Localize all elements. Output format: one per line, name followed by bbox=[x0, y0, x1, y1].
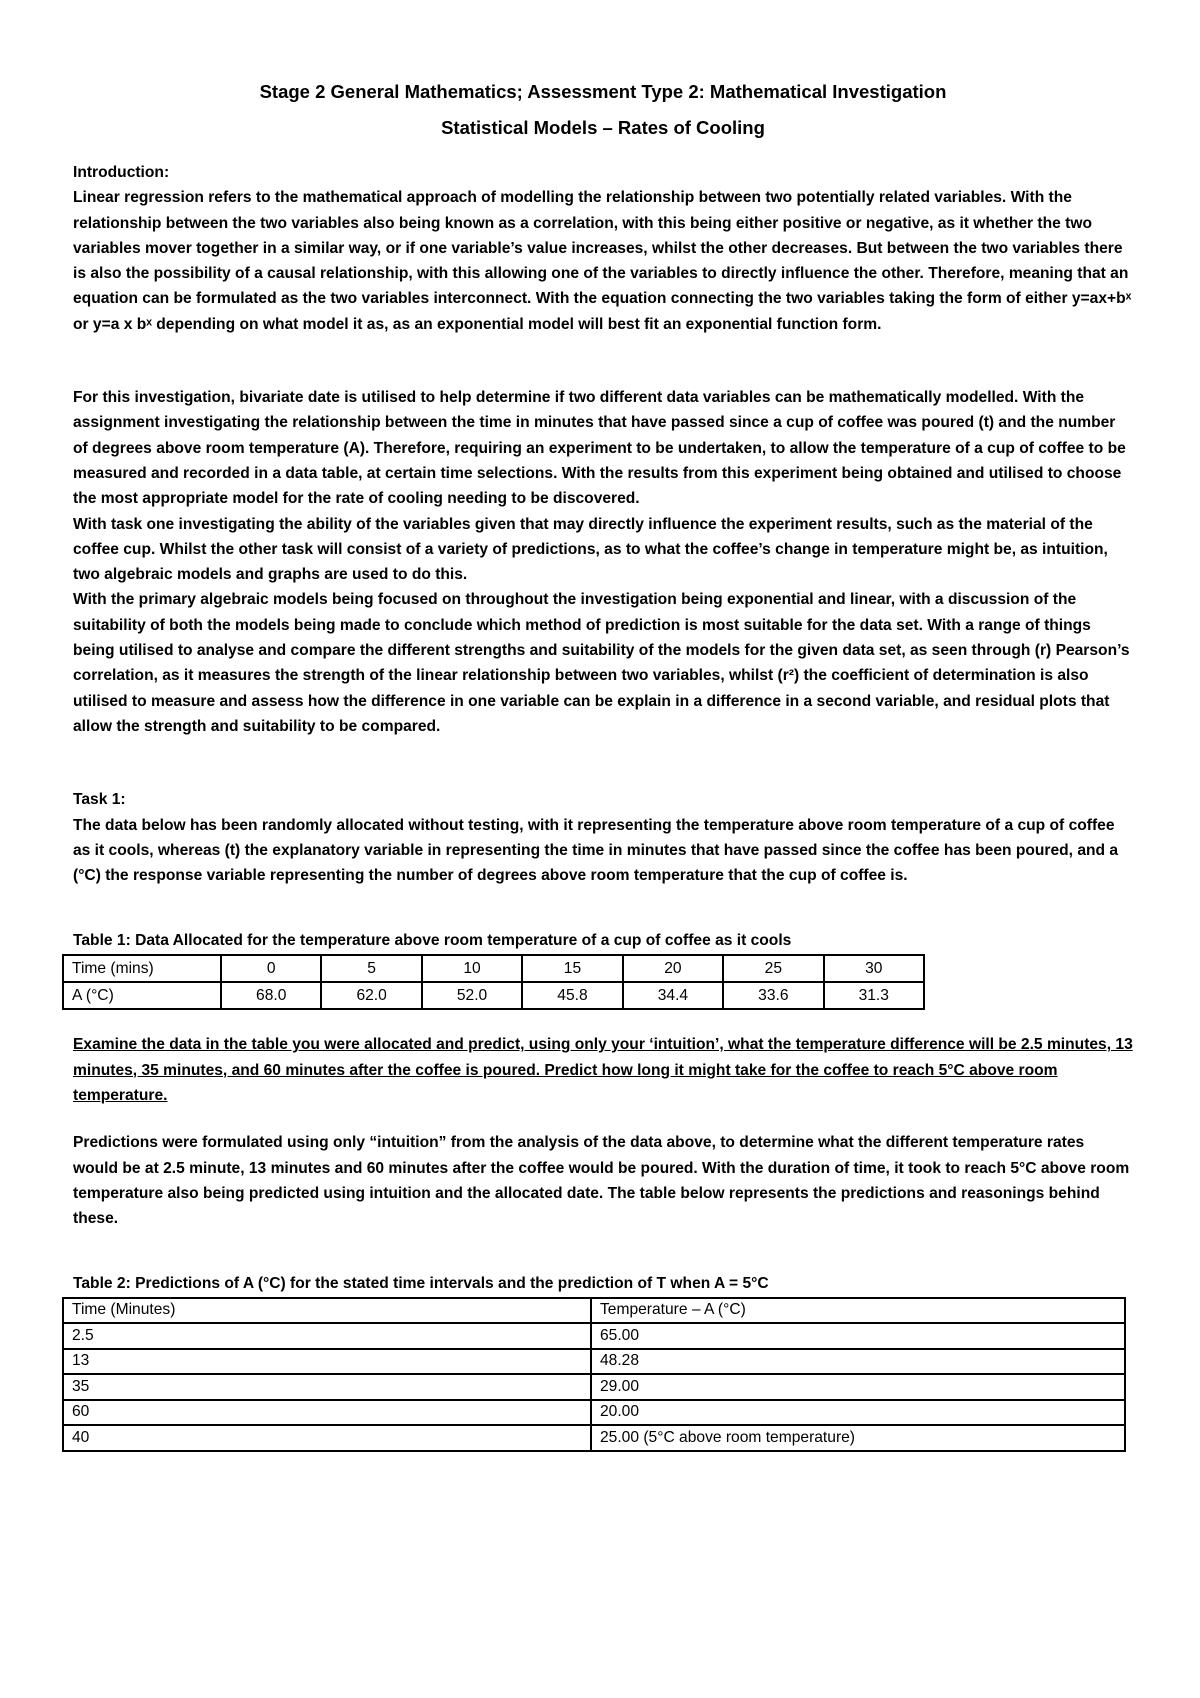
task1-heading: Task 1: bbox=[73, 791, 126, 809]
table-cell: 0 bbox=[221, 955, 321, 982]
table-cell: 29.00 bbox=[591, 1374, 1125, 1400]
table-cell: 30 bbox=[824, 955, 924, 982]
table-row bbox=[63, 982, 924, 1009]
table-cell: 68.0 bbox=[221, 982, 321, 1009]
table-row bbox=[63, 955, 924, 982]
table-cell: 31.3 bbox=[824, 982, 924, 1009]
table-cell: Time (mins) bbox=[63, 955, 221, 982]
introduction-paragraph-2: For this investigation, bivariate date is utilised to help determine if two different data variables can be mathematically modelled. With the assignment investigating the relationship between the time in minutes that have passed since a cup of coffee was poured (t) and the number of degrees above room temperature (A). Therefore, requiring an experiment to be undertaken, to allow the temperature of a cup of coffee to be measured and recorded in a data table, at certain time selections. With the results from this experiment being obtained and utilised to choose the most appropriate model for the rate of cooling needing to be discovered. bbox=[73, 389, 1126, 508]
table-row bbox=[63, 1349, 1125, 1375]
introduction-paragraph-4: With the primary algebraic models being focused on throughout the investigation being exponential and linear, with a discussion of the suitability of both the models being made to conclude which method of prediction is most suitable for the data set. With a range of things being utilised to analyse and compare the different strengths and suitability of the models for the given data set, as seen through (r) Pearson’s correlation, as it measures the strength of the linear relationship between two variables, whilst (r²) the coefficient of determination is also utilised to measure and assess how the difference in one variable can be explain in a difference in a second variable, and residual plots that allow the strength and suitability to be compared. bbox=[73, 591, 1130, 735]
table-cell: 20 bbox=[623, 955, 723, 982]
table2-caption: Table 2: Predictions of A (°C) for the stated time intervals and the prediction of T when A = 5°C bbox=[73, 1275, 769, 1293]
task1-paragraph: The data below has been randomly allocated without testing, with it representing the temperature above room temperature of a cup of coffee as it cools, whereas (t) the explanatory variable in representing the time in minutes that have passed since the coffee has been poured, and a (°C) the response variable representing the number of degrees above room temperature that the cup of coffee is. bbox=[73, 816, 1119, 885]
table2 bbox=[62, 1297, 1126, 1452]
table-header-cell: Temperature – A (°C) bbox=[591, 1298, 1125, 1324]
table-cell: 48.28 bbox=[591, 1349, 1125, 1375]
table-cell: 34.4 bbox=[623, 982, 723, 1009]
table-cell: 15 bbox=[522, 955, 622, 982]
table-cell: A (°C) bbox=[63, 982, 221, 1009]
table-cell: 65.00 bbox=[591, 1323, 1125, 1349]
document-title: Stage 2 General Mathematics; Assessment Type 2: Mathematical Investigation bbox=[259, 81, 947, 102]
table-row bbox=[63, 1298, 1125, 1324]
table-row bbox=[63, 1323, 1125, 1349]
introduction-heading: Introduction: bbox=[73, 164, 170, 181]
table-cell: 60 bbox=[63, 1400, 591, 1426]
introduction-paragraph-3: With task one investigating the ability of the variables given that may directly influence the experiment results, such as the material of the coffee cup. Whilst the other task will consist of a variety of predictions, as to what the coffee’s change in temperature might be, as intuition, two algebraic models and graphs are used to do this. bbox=[73, 515, 1108, 584]
table-cell: 10 bbox=[422, 955, 522, 982]
table-row bbox=[63, 1400, 1125, 1426]
table-row bbox=[63, 1425, 1125, 1451]
table-header-cell: Time (Minutes) bbox=[63, 1298, 591, 1324]
introduction-paragraph-1: Linear regression refers to the mathematical approach of modelling the relationship between two potentially related variables. With the relationship between the two variables also being known as a correlation, with this being either positive or negative, as it whether the two variables mover together in a similar way, or if one variable’s value increases, whilst the other decreases. But between the two variables there is also the possibility of a causal relationship, with this allowing one of the variables to directly influence the other. Therefore, meaning that an equation can be formulated as the two variables interconnect. With the equation connecting the two variables taking the form of either y=ax+bˣ or y=a x bˣ depending on what model it as, as an exponential model will best fit an exponential function form. bbox=[73, 189, 1132, 333]
table-cell: 2.5 bbox=[63, 1323, 591, 1349]
document-subtitle: Statistical Models – Rates of Cooling bbox=[441, 117, 765, 138]
table-cell: 45.8 bbox=[522, 982, 622, 1009]
table-cell: 5 bbox=[321, 955, 421, 982]
table-cell: 20.00 bbox=[591, 1400, 1125, 1426]
predictions-paragraph: Predictions were formulated using only “intuition” from the analysis of the data above, to determine what the different temperature rates would be at 2.5 minute, 13 minutes and 60 minutes after the coffee would be poured. With the duration of time, it took to reach 5°C above room temperature also being predicted using intuition and the allocated date. The table below represents the predictions and reasonings behind these. bbox=[73, 1134, 1130, 1228]
table1-caption: Table 1: Data Allocated for the temperature above room temperature of a cup of coffee as it cools bbox=[73, 932, 792, 950]
table-cell: 62.0 bbox=[321, 982, 421, 1009]
table-cell: 33.6 bbox=[723, 982, 823, 1009]
table1 bbox=[62, 954, 925, 1011]
table-cell: 40 bbox=[63, 1425, 591, 1451]
document-page bbox=[73, 74, 1133, 1452]
table-row bbox=[63, 1374, 1125, 1400]
table-cell: 25.00 (5°C above room temperature) bbox=[591, 1425, 1125, 1451]
table-cell: 52.0 bbox=[422, 982, 522, 1009]
table-cell: 25 bbox=[723, 955, 823, 982]
table-cell: 13 bbox=[63, 1349, 591, 1375]
table-cell: 35 bbox=[63, 1374, 591, 1400]
task-instruction: Examine the data in the table you were allocated and predict, using only your ‘intuition’, what the temperature difference will be 2.5 minutes, 13 minutes, 35 minutes, and 60 minutes after the coffee is poured. Predict how long it might take for the coffee to reach 5°C above room temperature. bbox=[73, 1036, 1133, 1104]
